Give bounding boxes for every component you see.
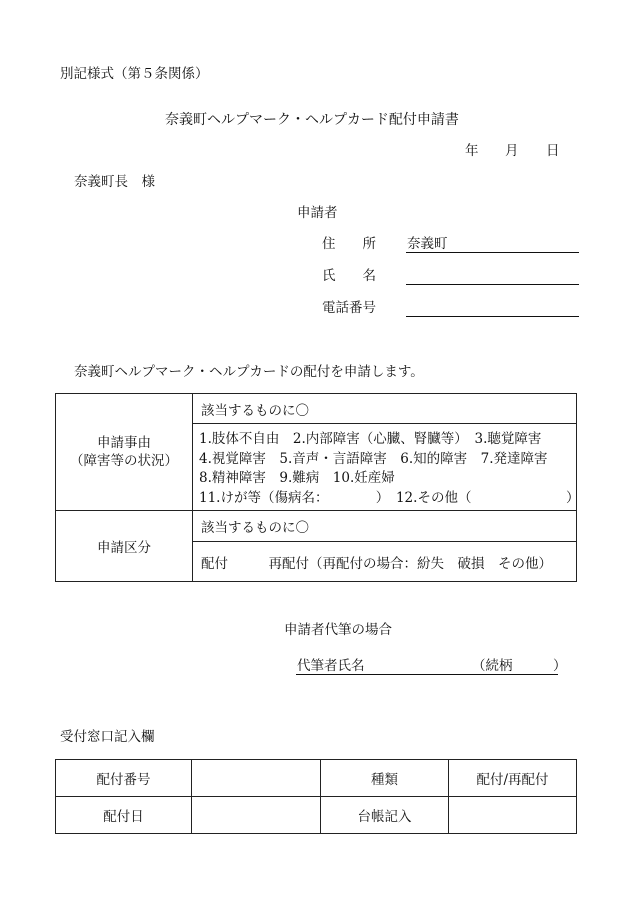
phone-label: 電話番号 [322,300,376,316]
office-ledger-value [449,797,577,834]
office-date-value [192,797,321,834]
date-month-label: 月 [505,143,519,159]
reason-line-4: 11.けが等（傷病名： ） 12.その他（ ） [199,489,580,506]
reason-label: 申請事由 [97,435,151,451]
form-label: 別記様式（第５条関係） [60,66,209,82]
reason-options-cell [193,424,580,511]
office-number-value [192,760,321,797]
category-instruction: 該当するものに〇 [193,511,577,542]
statement: 奈義町ヘルプマーク・ヘルプカードの配付を申請します。 [74,364,424,380]
proxy-name-label: 代筆者氏名 [297,658,365,674]
reason-line-2: 4.視覚障害 5.音声・言語障害 6.知的障害 7.発達障害 [199,450,548,467]
date-day-label: 日 [546,143,560,159]
form-title: 奈義町ヘルプマーク・ヘルプカード配付申請書 [165,112,459,128]
reason-instruction: 該当するものに〇 [193,394,577,424]
address-label: 住 所 [322,236,376,252]
category-options: 配付 再配付（再配付の場合：紛失 破損 その他） [193,542,577,582]
office-number-label: 配付番号 [56,760,192,797]
office-distribution-type-label: 配付/再配付 [449,760,577,797]
office-type-label: 種類 [321,760,449,797]
proxy-line [296,674,558,675]
application-table [55,393,580,582]
category-label: 申請区分 [56,511,193,582]
proxy-relation-label: （続柄 ） [472,658,567,674]
office-date-label: 配付日 [56,797,192,834]
office-heading: 受付窓口記入欄 [60,729,155,745]
reason-label-cell [56,394,193,511]
office-ledger-label: 台帳記入 [321,797,449,834]
applicant-heading: 申請者 [297,205,338,221]
reason-line-1: 1.肢体不自由 2.内部障害（心臓、腎臓等） 3.聴覚障害 [199,431,542,447]
proxy-heading: 申請者代筆の場合 [284,622,392,638]
name-line [406,284,579,285]
address-line [406,252,579,253]
office-table [55,759,577,834]
reason-line-3: 8.精神障害 9.難病 10.妊産婦 [199,470,395,486]
address-value: 奈義町 [407,236,448,252]
addressee: 奈義町長 様 [74,174,155,190]
phone-line [406,316,579,317]
date-year-label: 年 [465,143,479,159]
reason-label-sub: （障害等の状況） [70,453,178,469]
name-label: 氏 名 [322,268,376,284]
